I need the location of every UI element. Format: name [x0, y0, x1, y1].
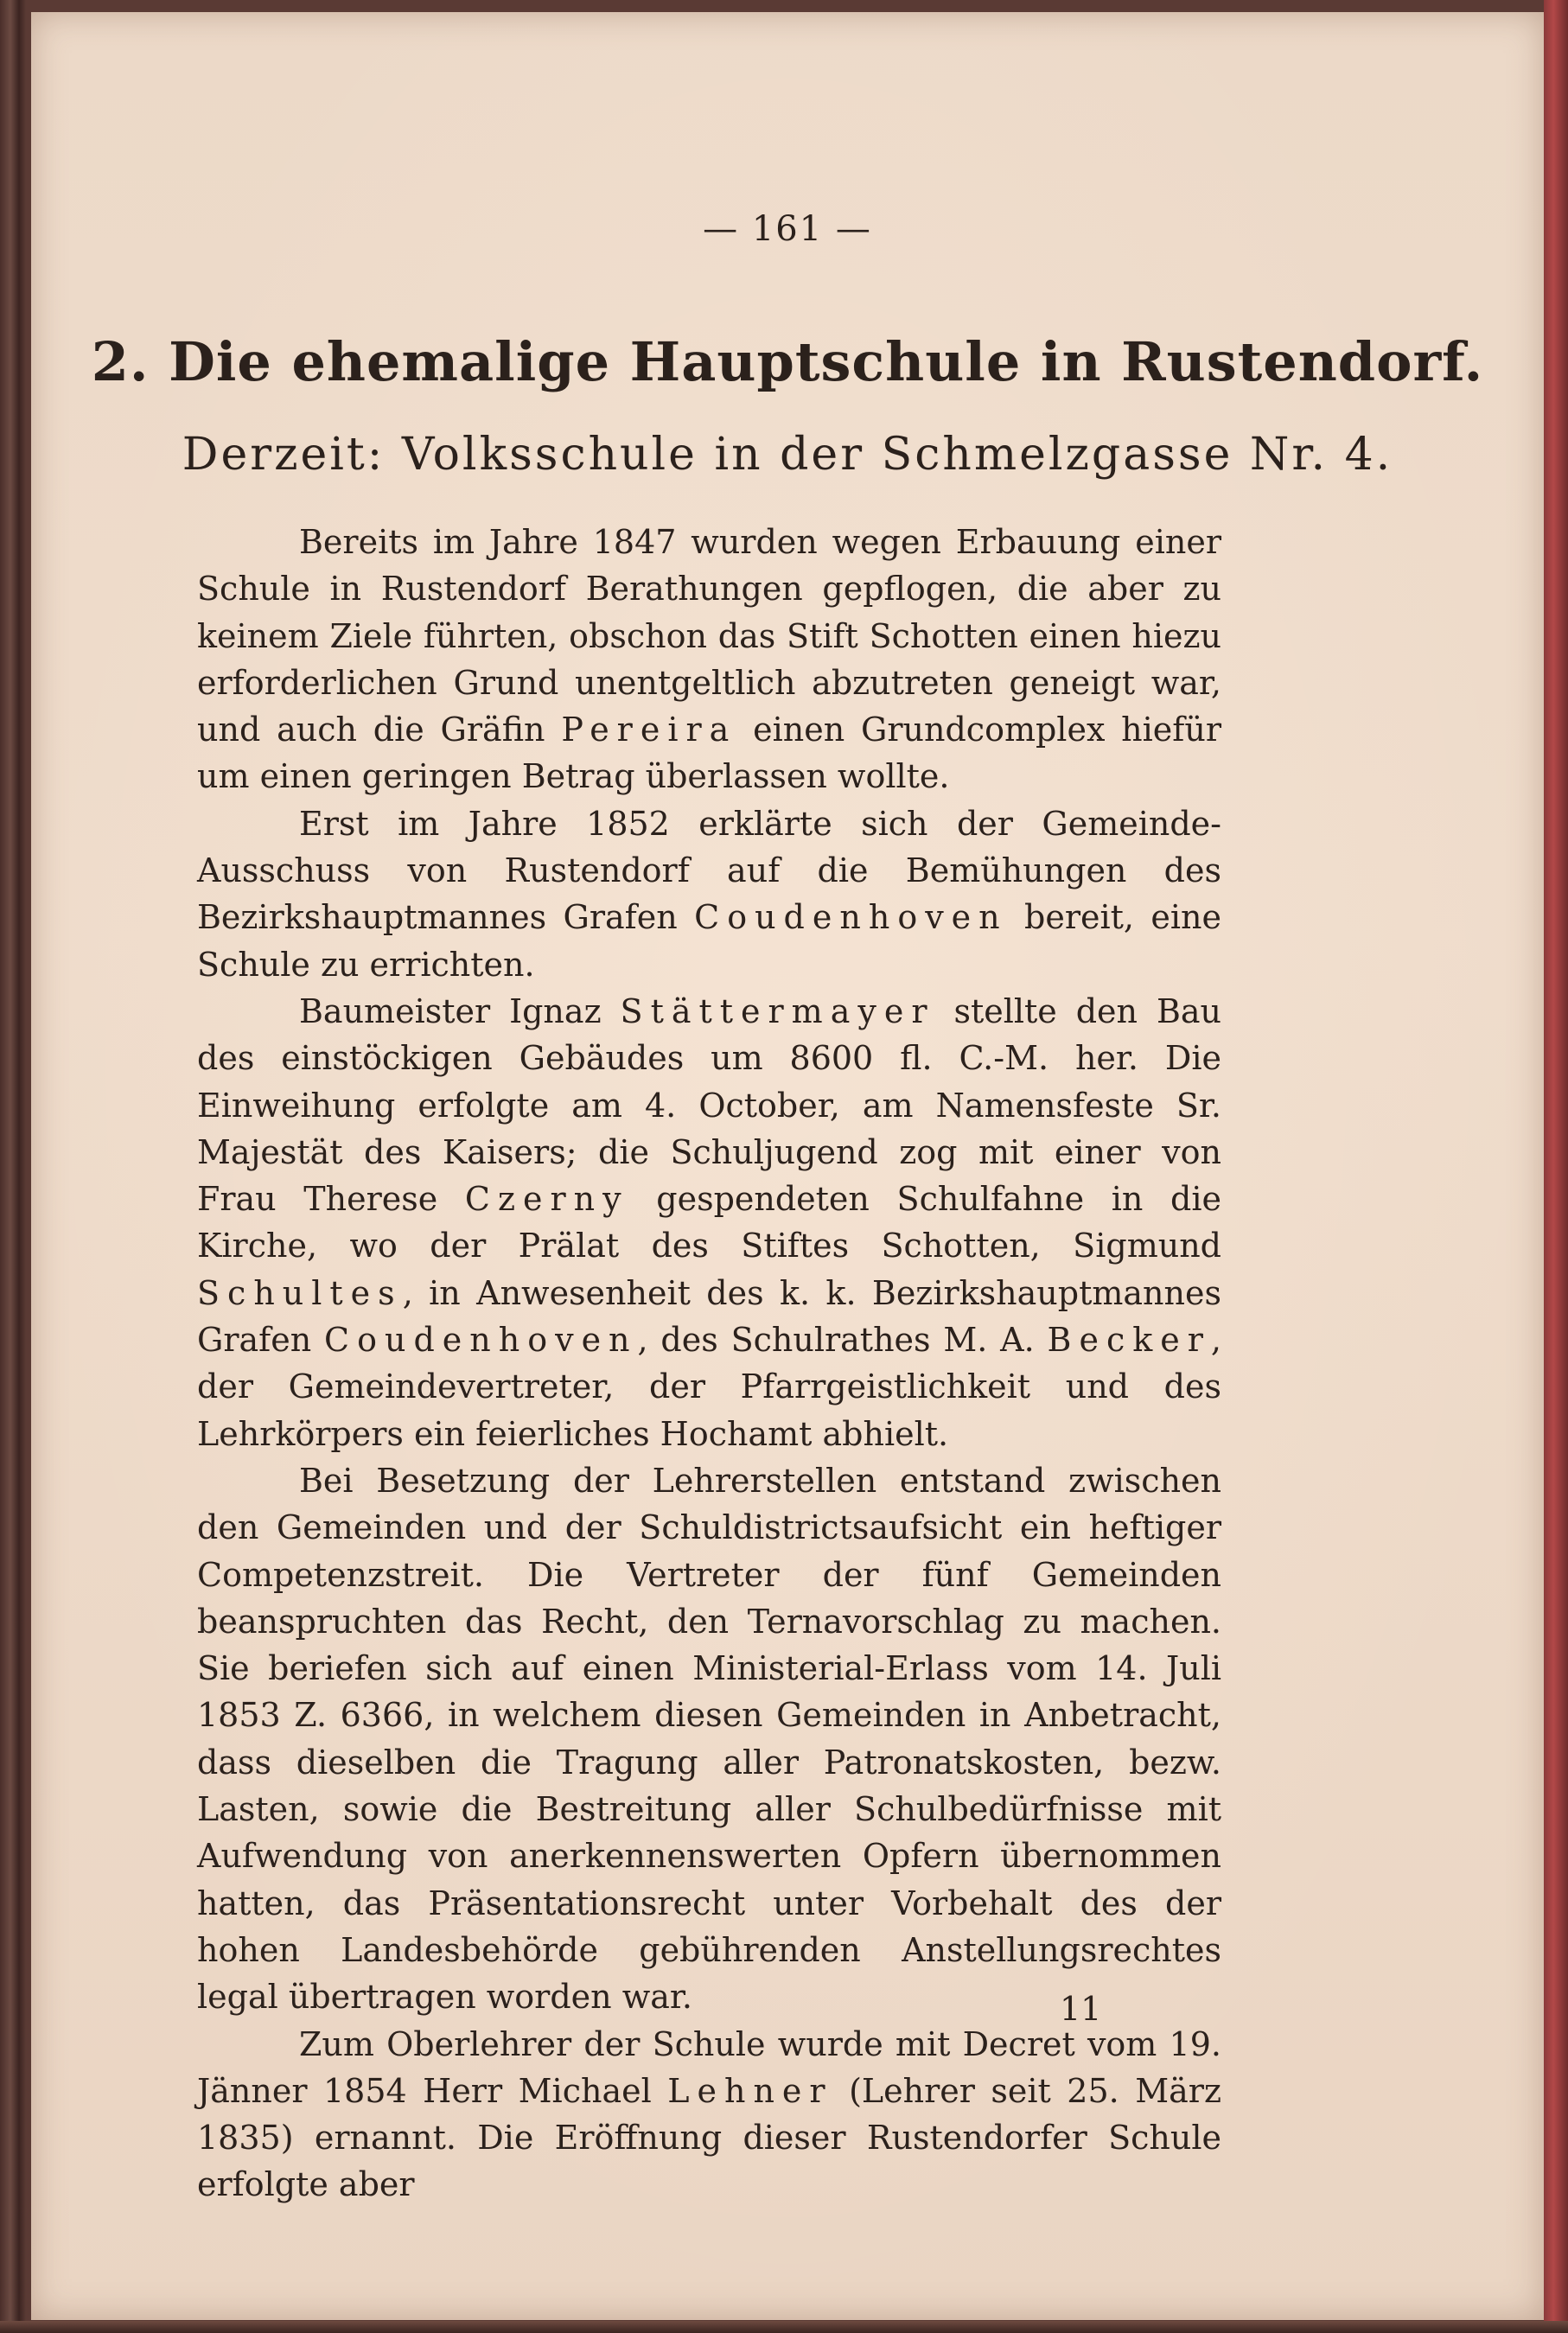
person-name: Schultes: [197, 1273, 403, 1312]
person-name: Stättermayer: [620, 991, 935, 1030]
book-bottom-edge: [0, 2321, 1568, 2333]
person-name: Becker: [1047, 1321, 1211, 1360]
paragraph-2: Erst im Jahre 1852 erklärte sich der Gemeinde-Ausschuss von Rustendorf auf die Bemühungen des Bezirkshauptmannes Grafen Coudenhoven bereit, eine Schule zu errichten.: [197, 804, 1222, 984]
paragraph-3: Baumeister Ignaz Stättermayer stellte den Bau des einstöckigen Gebäudes um 8600 fl. C.-M. her. Die Einweihung erfolgte am 4. October, am Namensfeste Sr. Majestät des Kaisers; die Schuljugend zog mit einer von Frau Therese Czerny gespendeten Schulfahne in die Kirche, wo der Prälat des Stiftes Schotten, Sigmund Schultes, in Anwesenheit des k. k. Bezirkshauptmannes Grafen Coudenhoven, des Schulrathes M. A. Becker, der Gemeindevertreter, der Pfarrgeistlichkeit und des Lehrkörpers ein feierliches Hochamt abhielt.: [197, 991, 1222, 1453]
person-name: Coudenhoven: [694, 898, 1008, 937]
paragraph-4: Bei Besetzung der Lehrerstellen entstand zwischen den Gemeinden und der Schuldistrictsaufsicht ein heftiger Competenzstreit. Die Vertreter der fünf Gemeinden beanspruchten das Recht, den Ternavorschlag zu machen. Sie beriefen sich auf einen Ministerial-Erlass vom 14. Juli 1853 Z. 6366, in welchem diesen Gemeinden in Anbetracht, dass dieselben die Tragung aller Patronatskosten, bezw. Lasten, sowie die Bestreitung aller Schulbedürfnisse mit Aufwendung von anerkennenswerten Opfern übernommen hatten, das Präsentationsrecht unter Vorbehalt des der hohen Landesbehörde gebührenden Anstellungsrechtes legal übertragen worden war.: [197, 1461, 1221, 2017]
person-name: Lehner: [667, 2071, 833, 2110]
person-name: Pereira: [561, 711, 737, 749]
book-page: [31, 12, 1544, 2320]
signature-mark: 11: [1060, 1990, 1102, 2028]
chapter-subtitle: Derzeit: Volksschule in der Schmelzgasse Nr. 4.: [182, 429, 1393, 481]
person-name: Coudenhoven: [324, 1321, 638, 1360]
paragraph-5: Zum Oberlehrer der Schule wurde mit Decret vom 19. Jänner 1854 Herr Michael Lehner (Lehrer seit 25. März 1835) ernannt. Die Eröffnung dieser Rustendorfer Schule erfolgte aber: [197, 2024, 1221, 2204]
body-text: [197, 519, 1221, 2209]
page-number: — 161 —: [703, 209, 872, 249]
book-cover-edge: [1544, 0, 1568, 2333]
chapter-title: 2. Die ehemalige Hauptschule in Rustendorf.: [91, 330, 1484, 393]
person-name: Czerny: [464, 1180, 629, 1219]
paragraph-1: Bereits im Jahre 1847 wurden wegen Erbauung einer Schule in Rustendorf Berathungen gepflogen, die aber zu keinem Ziele führten, obschon das Stift Schotten einen hiezu erforderlichen Grund unentgeltlich abzutreten geneigt war, und auch die Gräfin Pereira einen Grundcomplex hiefür um einen geringen Betrag überlassen wollte.: [197, 523, 1221, 796]
